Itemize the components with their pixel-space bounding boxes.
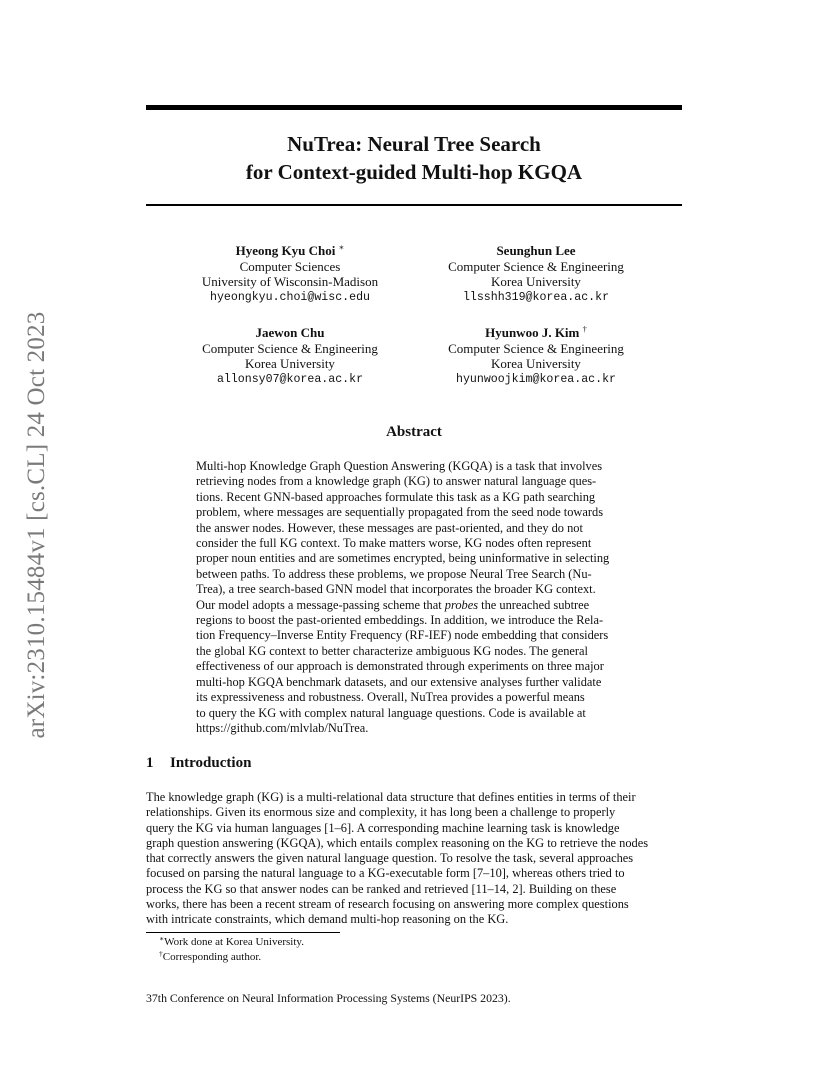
abstract-line: the global KG context to better characterize ambiguous KG nodes. The general bbox=[196, 643, 588, 658]
footnote-1: ∗Work done at Korea University. bbox=[159, 934, 304, 948]
author-affiliation: Korea University bbox=[491, 274, 581, 290]
abstract-line: retrieving nodes from a knowledge graph (KG) to answer natural language ques- bbox=[196, 474, 597, 489]
author-name: Hyeong Kyu Choi ∗ bbox=[235, 242, 345, 258]
author-name: Hyunwoo J. Kim † bbox=[485, 324, 587, 340]
abstract-line: regions to boost the past-oriented embeddings. In addition, we introduce the Rela- bbox=[196, 613, 604, 628]
abstract-line: proper noun entities and are sometimes encrypted, being uninformative in selecting bbox=[196, 551, 610, 566]
abstract-line: problem, where messages are sequentially propagated from the seed node towards bbox=[196, 505, 604, 520]
conference-note: 37th Conference on Neural Information Processing Systems (NeurIPS 2023). bbox=[146, 991, 511, 1005]
footnote-2: †Corresponding author. bbox=[159, 949, 262, 963]
abstract-line: multi-hop KGQA benchmark datasets, and our extensive analyses further validate bbox=[196, 674, 602, 689]
body-line: process the KG so that answer nodes can be ranked and retrieved [11–14, 2]. Building on these bbox=[146, 881, 617, 896]
paper-title bbox=[146, 130, 682, 186]
author-block-2 bbox=[416, 243, 656, 305]
author-email[interactable]: hyeongkyu.choi@wisc.edu bbox=[209, 290, 371, 304]
abstract-body bbox=[196, 459, 634, 736]
abstract-line: between paths. To address these problems, we propose Neural Tree Search (Nu- bbox=[196, 566, 592, 581]
author-dept: Computer Science & Engineering bbox=[448, 258, 624, 274]
body-line: relationships. Given its enormous size and complexity, it has long been a challenge to properly bbox=[146, 805, 616, 820]
author-dept: Computer Science & Engineering bbox=[448, 340, 624, 356]
abstract-line: to query the KG with complex natural language questions. Code is available at bbox=[196, 705, 586, 720]
title-line-2: for Context-guided Multi-hop KGQA bbox=[245, 160, 583, 184]
author-email[interactable]: allonsy07@korea.ac.kr bbox=[216, 372, 364, 386]
body-line: works, there has been a recent stream of research focusing on answering more complex questions bbox=[146, 897, 629, 912]
author-affiliation: Korea University bbox=[491, 356, 581, 372]
footnote-rule bbox=[146, 932, 340, 933]
abstract-line: the answer nodes. However, these messages are past-oriented, and they do not bbox=[196, 520, 583, 535]
code-link[interactable]: https://github.com/mlvlab/NuTrea. bbox=[196, 720, 369, 735]
author-affiliation: University of Wisconsin-Madison bbox=[201, 274, 379, 290]
author-mark: ∗ bbox=[338, 242, 345, 252]
abstract-line: tions. Recent GNN-based approaches formulate this task as a KG path searching bbox=[196, 489, 596, 504]
section-heading bbox=[146, 755, 546, 772]
body-line: focused on parsing the natural language to a KG-executable form [7–10], whereas others tried to bbox=[146, 866, 625, 881]
body-line: graph question answering (KGQA), which entails complex reasoning on the KG to retrieve the nodes bbox=[146, 835, 649, 850]
abstract-line: effectiveness of our approach is demonstrated through experiments on three major bbox=[196, 659, 604, 674]
section-title: Introduction bbox=[170, 755, 252, 771]
author-dept: Computer Sciences bbox=[239, 258, 341, 274]
abstract-line: Multi-hop Knowledge Graph Question Answering (KGQA) is a task that involves bbox=[196, 459, 603, 473]
author-block-3 bbox=[170, 325, 410, 387]
body-line: query the KG via human languages [1–6]. A corresponding machine learning task is knowledge bbox=[146, 820, 620, 835]
abstract-line: Trea), a tree search-based GNN model that incorporates the broader KG context. bbox=[196, 582, 596, 597]
section-number: 1 bbox=[146, 755, 154, 771]
title-rule-bottom bbox=[146, 204, 682, 206]
author-name: Jaewon Chu bbox=[255, 325, 325, 340]
body-line: that correctly answers the given natural language question. To resolve the task, several approaches bbox=[146, 851, 634, 866]
abstract-line: Our model adopts a message-passing scheme that probes the unreached subtree bbox=[196, 597, 590, 612]
body-line: The knowledge graph (KG) is a multi-relational data structure that defines entities in terms of their bbox=[146, 790, 636, 804]
introduction-body bbox=[146, 790, 682, 928]
body-line: with intricate constraints, which demand multi-hop reasoning on the KG. bbox=[146, 912, 509, 927]
abstract-line: tion Frequency–Inverse Entity Frequency (RF-IEF) node embedding that considers bbox=[196, 628, 609, 643]
author-email[interactable]: hyunwoojkim@korea.ac.kr bbox=[455, 372, 617, 386]
title-rule-top bbox=[146, 105, 682, 110]
author-block-1 bbox=[170, 243, 410, 305]
author-email[interactable]: llsshh319@korea.ac.kr bbox=[462, 290, 610, 304]
abstract-line: consider the full KG context. To make matters worse, KG nodes often represent bbox=[196, 536, 592, 551]
author-name: Seunghun Lee bbox=[496, 243, 576, 258]
author-affiliation: Korea University bbox=[245, 356, 335, 372]
arxiv-stamp-text: arXiv:2310.15484v1 [cs.CL] 24 Oct 2023 bbox=[23, 311, 50, 739]
emphasis-probes: probes bbox=[444, 597, 479, 612]
title-line-1: NuTrea: Neural Tree Search bbox=[287, 132, 541, 156]
abstract-line: its expressiveness and robustness. Overall, NuTrea provides a powerful means bbox=[196, 690, 585, 705]
author-mark: † bbox=[582, 324, 587, 334]
abstract-heading: Abstract bbox=[386, 424, 442, 440]
author-block-4 bbox=[416, 325, 656, 387]
author-dept: Computer Science & Engineering bbox=[202, 340, 378, 356]
